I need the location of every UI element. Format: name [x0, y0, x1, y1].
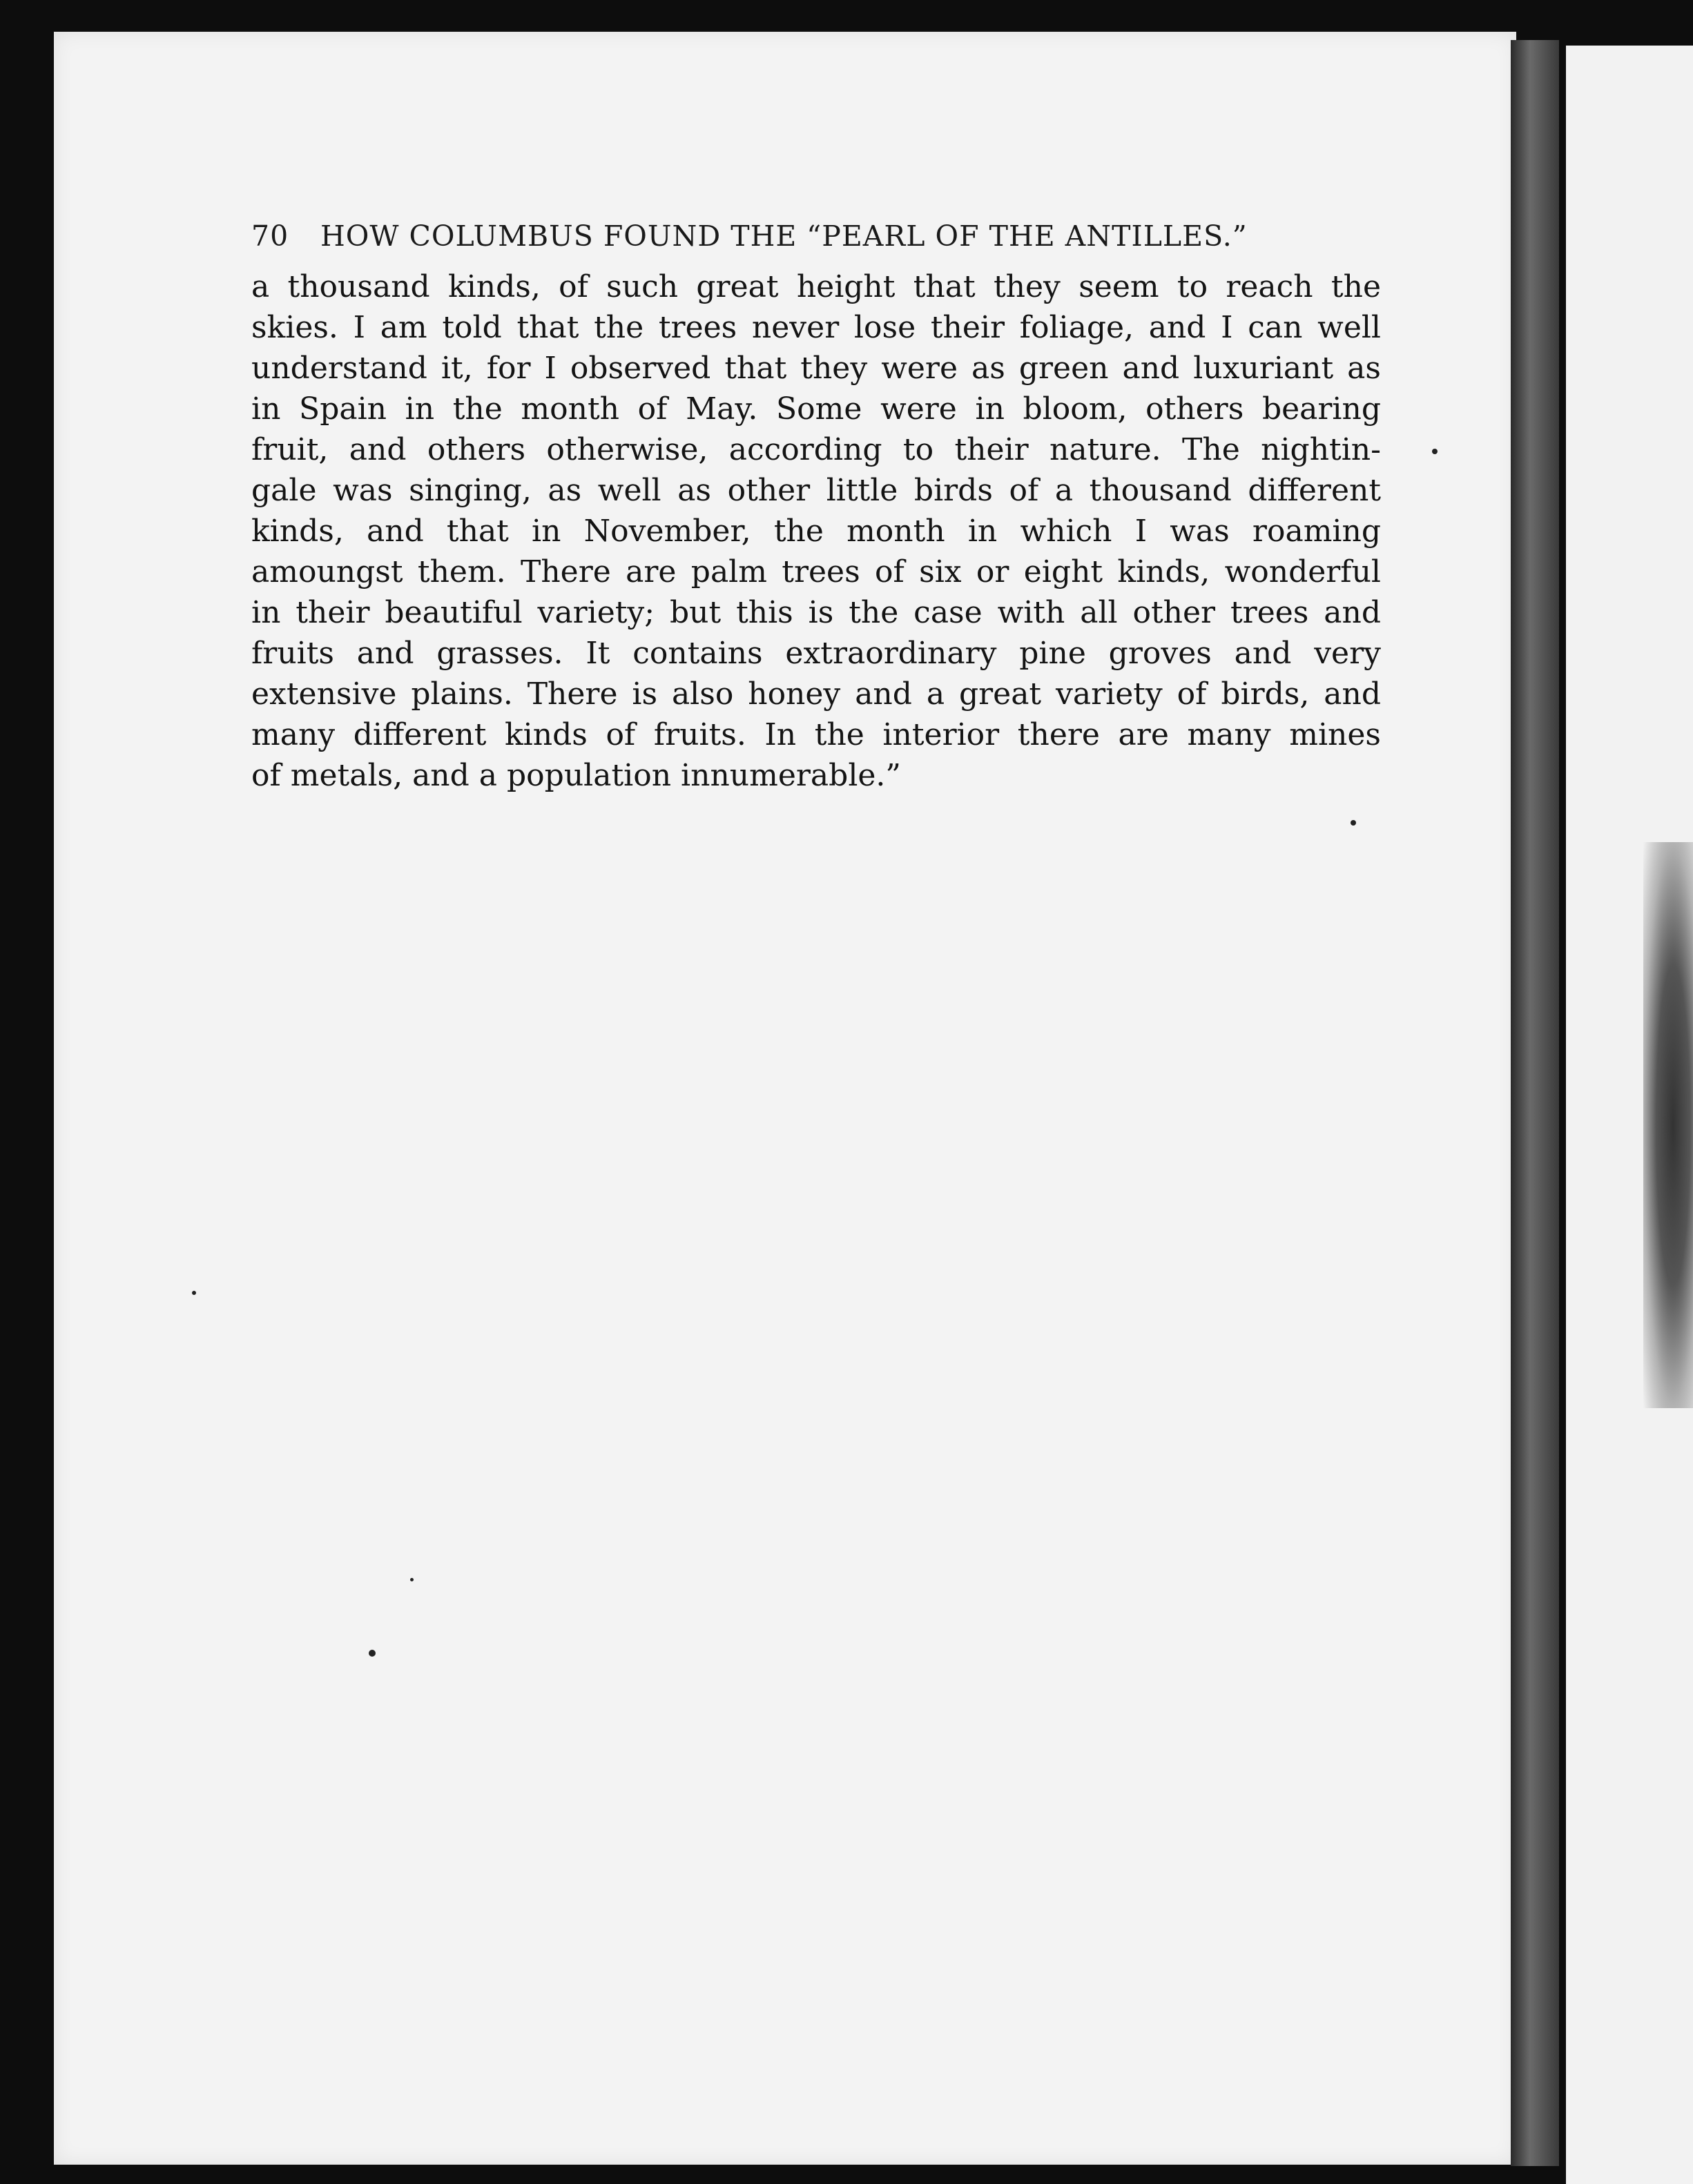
book-spine-shadow: [1511, 40, 1559, 2166]
text-line: amoungst them. There are palm trees of six or eight kinds, wonderful: [251, 554, 1381, 589]
text-line: in Spain in the month of May. Some were in bloom, others bearing: [251, 391, 1381, 427]
text-line: of metals, and a population innumerable.”: [251, 758, 901, 793]
page-number: 70: [251, 220, 289, 253]
text-line: a thousand kinds, of such great height that they seem to reach the: [251, 269, 1381, 304]
running-title: HOW COLUMBUS FOUND THE “PEARL OF THE ANTILLES.”: [320, 220, 1248, 253]
text-line: extensive plains. There is also honey and a great variety of birds, and: [251, 676, 1381, 712]
text-line: understand it, for I observed that they were as green and luxuriant as: [251, 351, 1381, 386]
running-header: [251, 220, 1370, 253]
scan-blemish: [1643, 842, 1693, 1408]
text-line: fruits and grasses. It contains extraordinary pine groves and very: [251, 636, 1381, 671]
ink-speck: [192, 1291, 196, 1295]
text-line: in their beautiful variety; but this is the case with all other trees and: [251, 595, 1381, 630]
ink-speck: [1432, 449, 1438, 454]
ink-speck: [1351, 820, 1356, 826]
body-paragraph: [251, 266, 1381, 796]
ink-speck: [410, 1578, 414, 1581]
ink-speck: [369, 1650, 376, 1657]
text-line: many different kinds of fruits. In the interior there are many mines: [251, 717, 1381, 752]
text-line: fruit, and others otherwise, according to their nature. The nightin-: [251, 432, 1381, 467]
text-line: skies. I am told that the trees never lose their foliage, and I can well: [251, 310, 1381, 345]
text-line: kinds, and that in November, the month in which I was roaming: [251, 514, 1381, 549]
text-line: gale was singing, as well as other little birds of a thousand different: [251, 473, 1381, 508]
